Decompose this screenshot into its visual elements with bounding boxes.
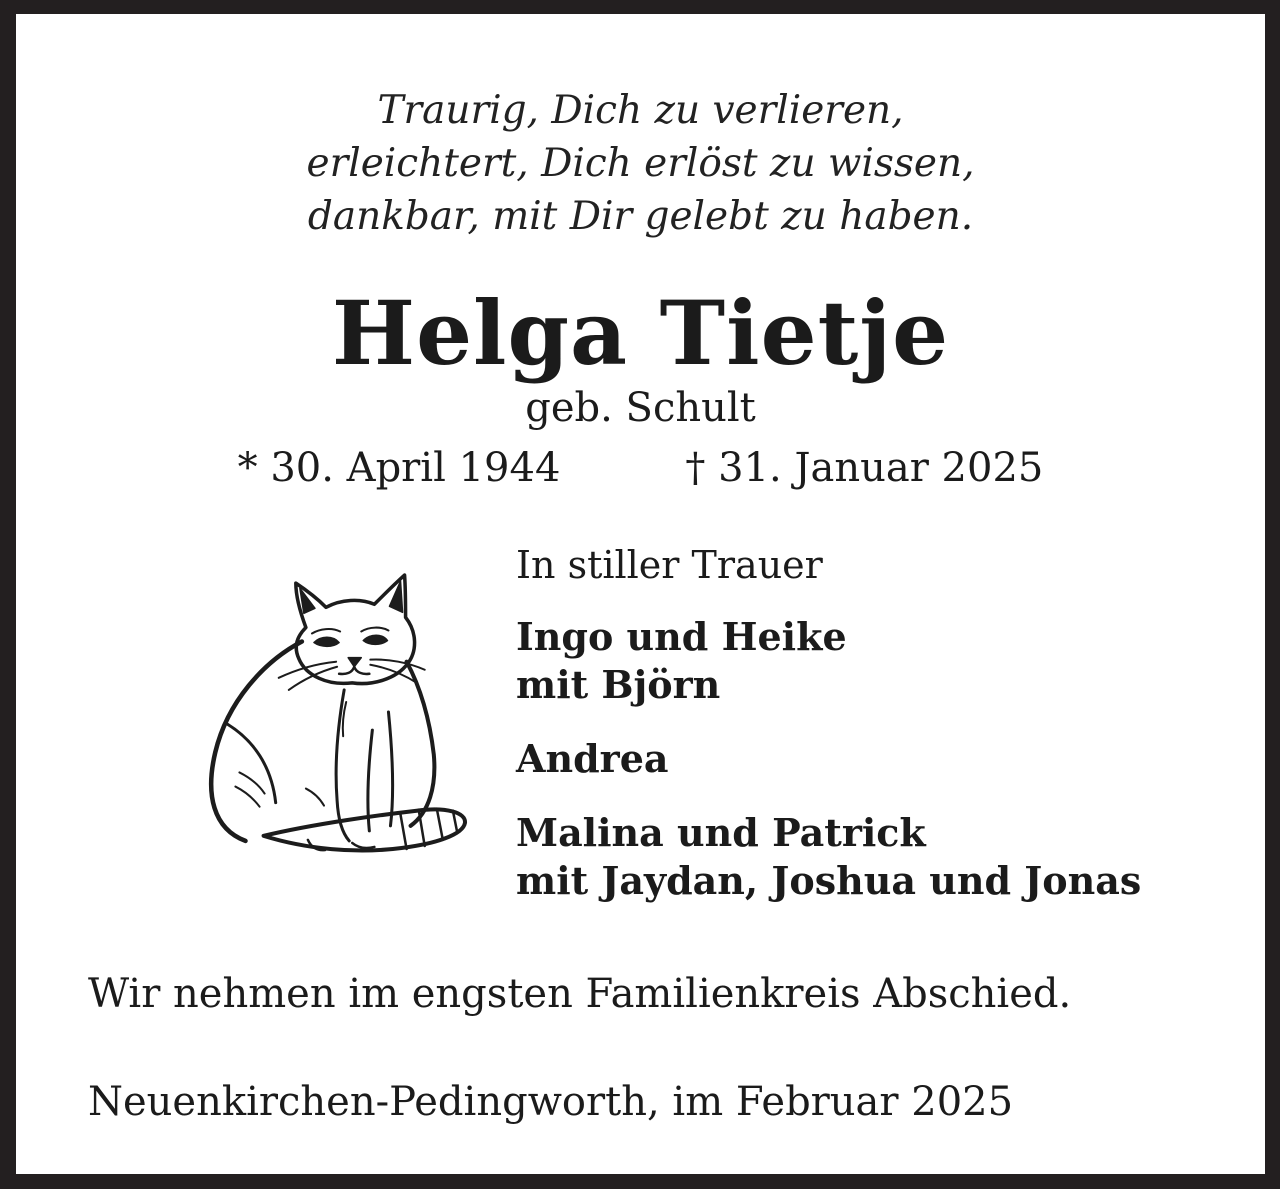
mourners-list bbox=[516, 543, 1141, 905]
mourning-section bbox=[151, 543, 1265, 905]
mourner-line: Andrea bbox=[516, 736, 669, 781]
cat-illustration bbox=[151, 561, 491, 853]
obituary-card bbox=[16, 14, 1265, 1174]
mourner-group-1 bbox=[516, 613, 1141, 709]
death-date: † 31. Januar 2025 bbox=[685, 445, 1044, 491]
mourner-group-2 bbox=[516, 735, 1141, 783]
mourner-group-3 bbox=[516, 809, 1141, 905]
mourner-line: Malina und Patrick bbox=[516, 810, 926, 855]
deceased-name: Helga Tietje bbox=[331, 281, 950, 385]
verse-line-1: Traurig, Dich zu verlieren, bbox=[377, 88, 904, 133]
verse-line-2: erleichtert, Dich erlöst zu wissen, bbox=[306, 141, 975, 186]
mourning-intro: In stiller Trauer bbox=[516, 543, 823, 587]
birth-name: geb. Schult bbox=[525, 385, 756, 431]
memorial-verse bbox=[16, 84, 1265, 243]
place-date: Neuenkirchen-Pedingworth, im Februar 2025 bbox=[88, 1079, 1014, 1125]
life-dates bbox=[16, 445, 1265, 491]
verse-line-3: dankbar, mit Dir gelebt zu haben. bbox=[307, 194, 974, 239]
mourner-line: Ingo und Heike bbox=[516, 614, 847, 659]
mourner-line: mit Jaydan, Joshua und Jonas bbox=[516, 858, 1142, 903]
mourner-line: mit Björn bbox=[516, 662, 721, 707]
birth-date: * 30. April 1944 bbox=[237, 445, 561, 491]
farewell-note: Wir nehmen im engsten Familienkreis Abschied. bbox=[88, 971, 1072, 1017]
